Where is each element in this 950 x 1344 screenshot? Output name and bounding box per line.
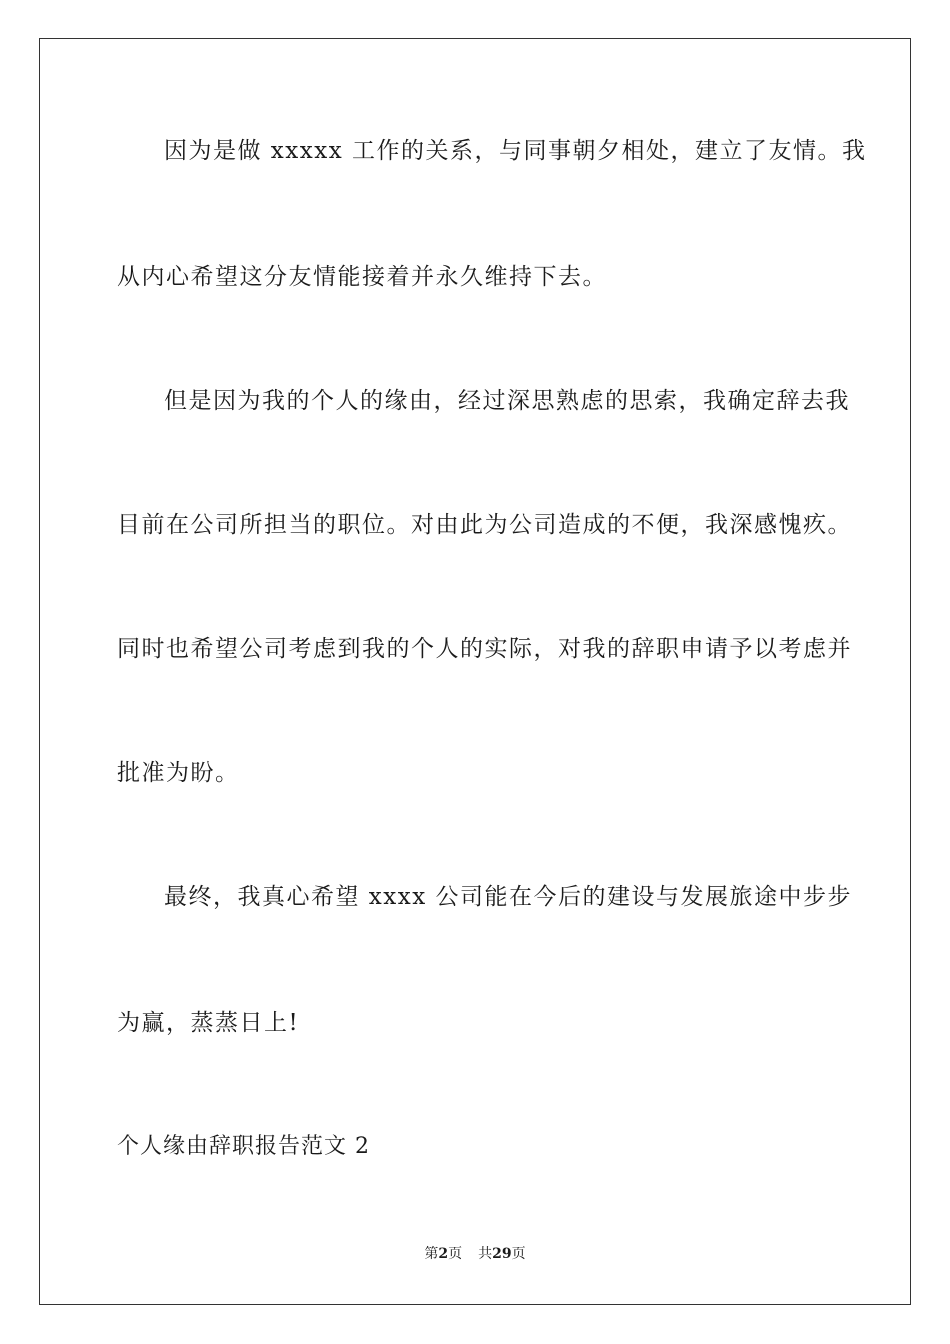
paragraph-1-line-1: 因为是做 xxxxx 工作的关系，与同事朝夕相处，建立了友情。我 bbox=[164, 138, 867, 164]
page-prefix: 第 bbox=[424, 1246, 439, 1262]
total-prefix: 共 bbox=[478, 1246, 493, 1262]
paragraph-2-line-3: 同时也希望公司考虑到我的个人的实际，对我的辞职申请予以考虑并 bbox=[117, 636, 852, 662]
page-suffix: 页 bbox=[448, 1246, 463, 1262]
paragraph-2-line-1: 但是因为我的个人的缘由，经过深思熟虑的思索，我确定辞去我 bbox=[164, 388, 850, 414]
paragraph-2-line-4: 批准为盼。 bbox=[117, 760, 240, 786]
page-border bbox=[39, 38, 911, 1305]
section-title: 个人缘由辞职报告范文 2 bbox=[117, 1134, 370, 1159]
paragraph-2-line-2: 目前在公司所担当的职位。对由此为公司造成的不便，我深感愧疚。 bbox=[117, 512, 852, 538]
total-pages: 29 bbox=[492, 1246, 512, 1262]
paragraph-1-line-2: 从内心希望这分友情能接着并永久维持下去。 bbox=[117, 264, 607, 290]
paragraph-3-line-2: 为赢，蒸蒸日上! bbox=[117, 1010, 300, 1036]
total-suffix: 页 bbox=[511, 1246, 526, 1262]
page-footer bbox=[0, 1244, 950, 1264]
page-current: 2 bbox=[438, 1246, 449, 1262]
paragraph-3-line-1: 最终，我真心希望 xxxx 公司能在今后的建设与发展旅途中步步 bbox=[164, 884, 853, 910]
